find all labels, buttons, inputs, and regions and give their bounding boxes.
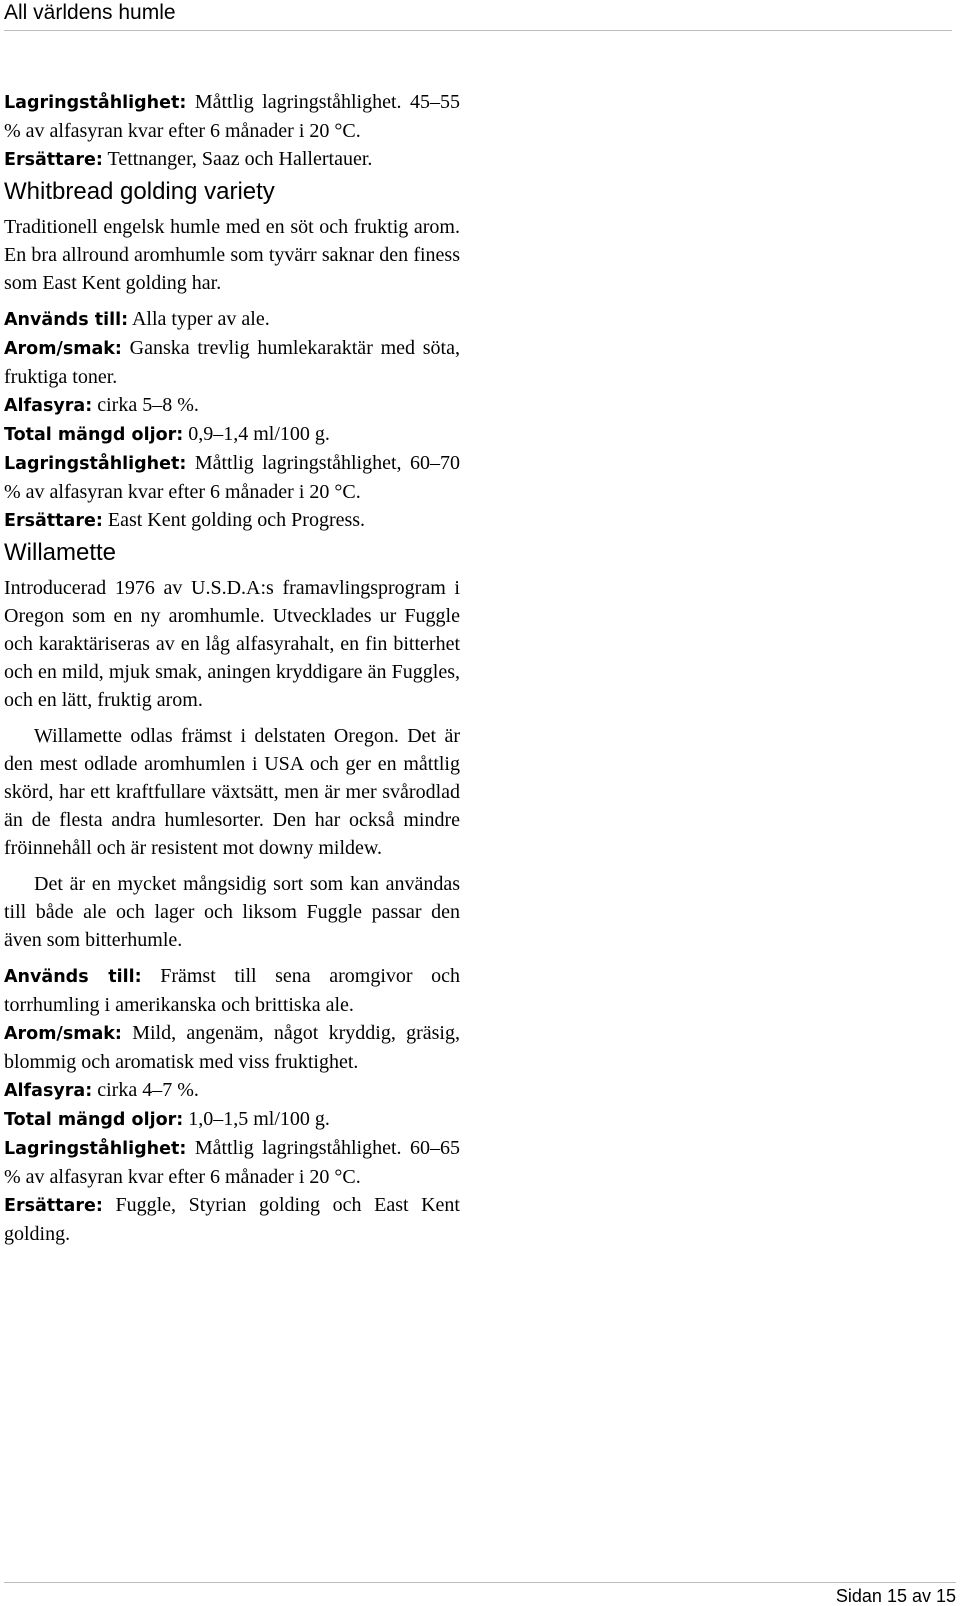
used-for-line: Används till: Främst till sena aromgivor och torrhumling i amerikanska och brittiska ale.: [4, 965, 460, 1016]
page-content: [4, 88, 460, 1248]
description-paragraph: Traditionell engelsk humle med en söt och fruktig arom. En bra allround aromhumle som tyvärr saknar den finess som East Kent golding har.: [4, 216, 460, 294]
alpha-line: Alfasyra: cirka 5–8 %.: [4, 394, 199, 416]
aroma-line: Arom/smak: Mild, angenäm, något kryddig, gräsig, blommig och aromatisk med viss fruktighet.: [4, 1022, 460, 1073]
page-footer: [4, 1582, 956, 1606]
description-paragraph: Willamette odlas främst i delstaten Oregon. Det är den mest odlade aromhumlen i USA och ger en måttlig skörd, har ett kraftfullare växtsätt, men är mer svårodlad än de flesta andra humlesorter. Den har också mindre fröinnehåll och är resistent mot downy mildew.: [4, 725, 460, 859]
page-header: [4, 0, 952, 31]
substitutes-line: Ersättare: East Kent golding och Progress.: [4, 509, 366, 531]
page-number: Sidan 15 av 15: [835, 1586, 956, 1606]
alpha-line: Alfasyra: cirka 4–7 %.: [4, 1079, 199, 1101]
aroma-line: Arom/smak: Ganska trevlig humlekaraktär med söta, fruktiga toner.: [4, 337, 460, 388]
document-title: All världens humle: [4, 1, 176, 24]
storage-line: Lagringståhlighet: Måttlig lagringståhlighet. 45–55 % av alfasyran kvar efter 6 månader i 20 °C.: [4, 91, 460, 142]
used-for-line: Används till: Alla typer av ale.: [4, 308, 270, 330]
substitutes-line: Ersättare: Fuggle, Styrian golding och East Kent golding.: [4, 1194, 460, 1245]
oil-line: Total mängd oljor: 1,0–1,5 ml/100 g.: [4, 1108, 330, 1130]
section-heading-willamette: Willamette: [4, 539, 117, 566]
section-heading-whitbread: Whitbread golding variety: [4, 178, 275, 205]
description-paragraph: Det är en mycket mångsidig sort som kan användas till både ale och lager och liksom Fuggle passar den även som bitterhumle.: [4, 873, 460, 951]
storage-line: Lagringståhlighet: Måttlig lagringståhlighet. 60–65 % av alfasyran kvar efter 6 månader i 20 °C.: [4, 1137, 460, 1188]
storage-line: Lagringståhlighet: Måttlig lagringståhlighet, 60–70 % av alfasyran kvar efter 6 månader i 20 °C.: [4, 452, 460, 503]
oil-line: Total mängd oljor: 0,9–1,4 ml/100 g.: [4, 423, 330, 445]
description-paragraph: Introducerad 1976 av U.S.D.A:s framavlingsprogram i Oregon som en ny aromhumle. Utvecklades ur Fuggle och karaktäriseras av en låg alfasyrahalt, en fin bitterhet och en mild, mjuk smak, aningen kryddigare än Fuggles, och en lätt, fruktig arom.: [4, 577, 460, 711]
substitutes-line: Ersättare: Tettnanger, Saaz och Hallertauer.: [4, 148, 373, 170]
